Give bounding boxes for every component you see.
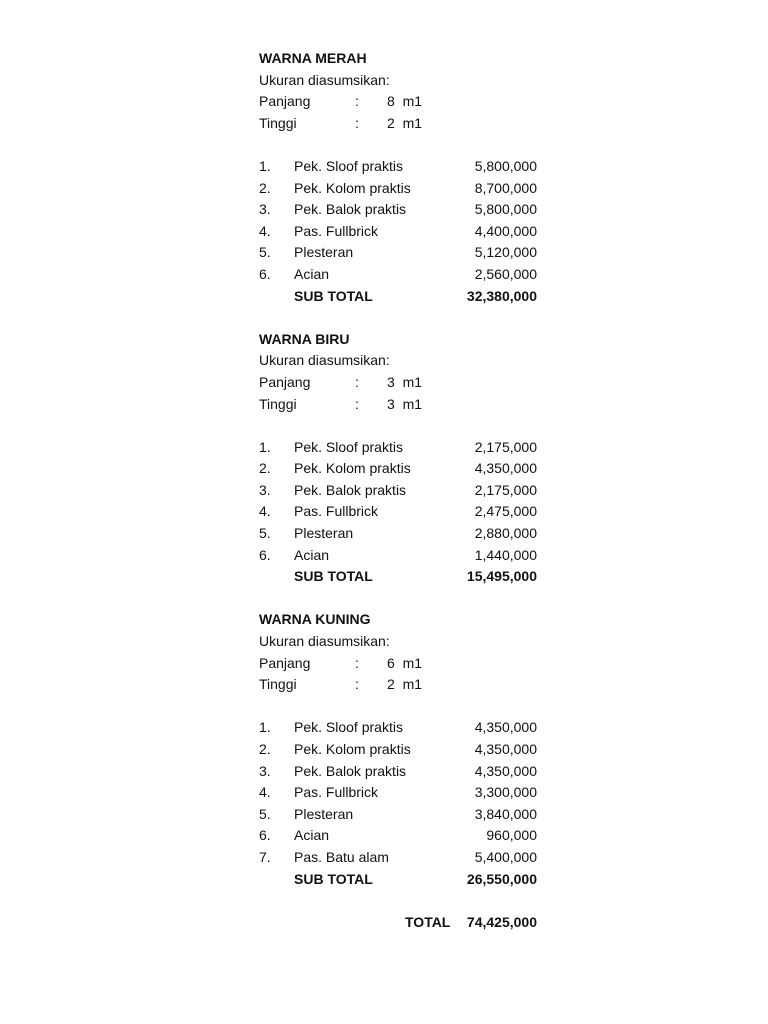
item-amount: 1,440,000 <box>474 546 537 563</box>
item-row <box>259 480 559 502</box>
item-amount: 5,120,000 <box>474 244 537 261</box>
item-number: 3. <box>259 481 271 498</box>
item-amount: 8,700,000 <box>474 179 537 196</box>
height-colon: : <box>355 395 359 412</box>
item-name: Plesteran <box>294 805 354 822</box>
item-row <box>259 761 559 783</box>
subtotal-label: SUB TOTAL <box>294 287 373 304</box>
assumed-size-label: Ukuran diasumsikan: <box>259 352 390 369</box>
height-label: Tinggi <box>259 114 297 131</box>
item-row <box>259 804 559 826</box>
height-row <box>259 674 559 696</box>
item-row <box>259 501 559 523</box>
item-name: Pas. Fullbrick <box>294 503 379 520</box>
item-name: Plesteran <box>294 525 354 542</box>
item-row <box>259 156 559 178</box>
item-amount: 2,880,000 <box>474 525 537 542</box>
item-amount: 5,400,000 <box>474 848 537 865</box>
item-name: Pas. Fullbrick <box>294 222 379 239</box>
length-value: 8 m1 <box>387 93 423 110</box>
item-number: 2. <box>259 460 271 477</box>
total-amount: 74,425,000 <box>466 913 537 930</box>
length-colon: : <box>355 93 359 110</box>
item-number: 6. <box>259 546 271 563</box>
item-amount: 4,400,000 <box>474 222 537 239</box>
item-number: 3. <box>259 762 271 779</box>
item-amount: 2,560,000 <box>474 265 537 282</box>
item-row <box>259 199 559 221</box>
subtotal-amount: 15,495,000 <box>466 568 537 585</box>
item-row <box>259 221 559 243</box>
item-amount: 4,350,000 <box>474 719 537 736</box>
item-name: Pek. Kolom praktis <box>294 179 411 196</box>
section-warna-merah <box>259 48 559 329</box>
section-warna-biru <box>259 329 559 610</box>
subtotal-row <box>259 869 559 891</box>
height-row <box>259 394 559 416</box>
section-title: WARNA KUNING <box>259 611 371 628</box>
item-name: Plesteran <box>294 244 354 261</box>
height-label: Tinggi <box>259 676 297 693</box>
length-colon: : <box>355 654 359 671</box>
spacer <box>259 415 559 437</box>
item-row <box>259 242 559 264</box>
item-number: 1. <box>259 719 271 736</box>
height-value: 2 m1 <box>387 114 423 131</box>
item-name: Pek. Kolom praktis <box>294 460 411 477</box>
item-name: Pek. Sloof praktis <box>294 157 403 174</box>
item-number: 6. <box>259 827 271 844</box>
section-warna-kuning <box>259 609 559 911</box>
item-name: Pas. Fullbrick <box>294 784 379 801</box>
item-name: Pek. Kolom praktis <box>294 741 411 757</box>
length-label: Panjang <box>259 373 311 390</box>
length-row <box>259 91 559 113</box>
item-number: 5. <box>259 244 271 261</box>
item-name: Pas. Batu alam <box>294 848 389 865</box>
item-number: 6. <box>259 265 271 282</box>
height-colon: : <box>355 114 359 131</box>
item-amount: 5,800,000 <box>474 201 537 218</box>
assumed-size-label: Ukuran diasumsikan: <box>259 71 390 88</box>
length-label: Panjang <box>259 93 311 110</box>
item-row <box>259 458 559 480</box>
item-amount: 2,475,000 <box>474 503 537 520</box>
item-row <box>259 825 559 847</box>
item-amount: 4,350,000 <box>474 741 537 757</box>
item-amount: 4,350,000 <box>474 460 537 477</box>
item-name: Pek. Balok praktis <box>294 762 407 779</box>
item-number: 1. <box>259 157 271 174</box>
length-value: 6 m1 <box>387 654 423 671</box>
spacer <box>259 588 559 610</box>
height-value: 2 m1 <box>387 676 423 693</box>
length-row <box>259 653 559 675</box>
subtotal-row <box>259 286 559 308</box>
length-value: 3 m1 <box>387 373 423 390</box>
spacer <box>259 134 559 156</box>
item-number: 2. <box>259 179 271 196</box>
height-colon: : <box>355 676 359 693</box>
item-number: 2. <box>259 741 271 757</box>
section-title: WARNA BIRU <box>259 330 350 347</box>
item-name: Pek. Balok praktis <box>294 201 407 218</box>
item-number: 3. <box>259 201 271 218</box>
item-amount: 3,840,000 <box>474 805 537 822</box>
subtotal-amount: 32,380,000 <box>466 287 537 304</box>
subtotal-amount: 26,550,000 <box>466 870 537 887</box>
spacer <box>259 307 559 329</box>
item-amount: 4,350,000 <box>474 762 537 779</box>
item-number: 4. <box>259 784 271 801</box>
spacer <box>259 696 559 718</box>
item-row <box>259 782 559 804</box>
length-colon: : <box>355 373 359 390</box>
item-row <box>259 178 559 200</box>
item-amount: 2,175,000 <box>474 438 537 455</box>
height-value: 3 m1 <box>387 395 423 412</box>
height-label: Tinggi <box>259 395 297 412</box>
item-name: Pek. Sloof praktis <box>294 719 403 736</box>
section-title: WARNA MERAH <box>259 50 367 66</box>
item-number: 1. <box>259 438 271 455</box>
item-name: Acian <box>294 546 330 563</box>
item-name: Pek. Balok praktis <box>294 481 407 498</box>
item-row <box>259 545 559 567</box>
item-amount: 2,175,000 <box>474 481 537 498</box>
item-row <box>259 523 559 545</box>
length-label: Panjang <box>259 654 311 671</box>
item-number: 4. <box>259 222 271 239</box>
item-row <box>259 739 559 761</box>
item-name: Pek. Sloof praktis <box>294 438 403 455</box>
item-row <box>259 437 559 459</box>
subtotal-label: SUB TOTAL <box>294 870 373 887</box>
item-amount: 3,300,000 <box>474 784 537 801</box>
spacer <box>259 890 559 912</box>
height-row <box>259 113 559 135</box>
subtotal-row <box>259 566 559 588</box>
item-row <box>259 264 559 286</box>
item-amount: 960,000 <box>486 827 537 844</box>
subtotal-label: SUB TOTAL <box>294 568 373 585</box>
cost-document <box>259 48 559 933</box>
item-name: Acian <box>294 827 330 844</box>
item-number: 4. <box>259 503 271 520</box>
item-number: 5. <box>259 525 271 542</box>
assumed-size-label: Ukuran diasumsikan: <box>259 633 390 650</box>
item-number: 7. <box>259 848 271 865</box>
grand-total-row <box>259 912 559 934</box>
item-row <box>259 717 559 739</box>
total-label: TOTAL <box>405 913 451 930</box>
item-number: 5. <box>259 805 271 822</box>
item-amount: 5,800,000 <box>474 157 537 174</box>
item-name: Acian <box>294 265 330 282</box>
length-row <box>259 372 559 394</box>
item-row <box>259 847 559 869</box>
